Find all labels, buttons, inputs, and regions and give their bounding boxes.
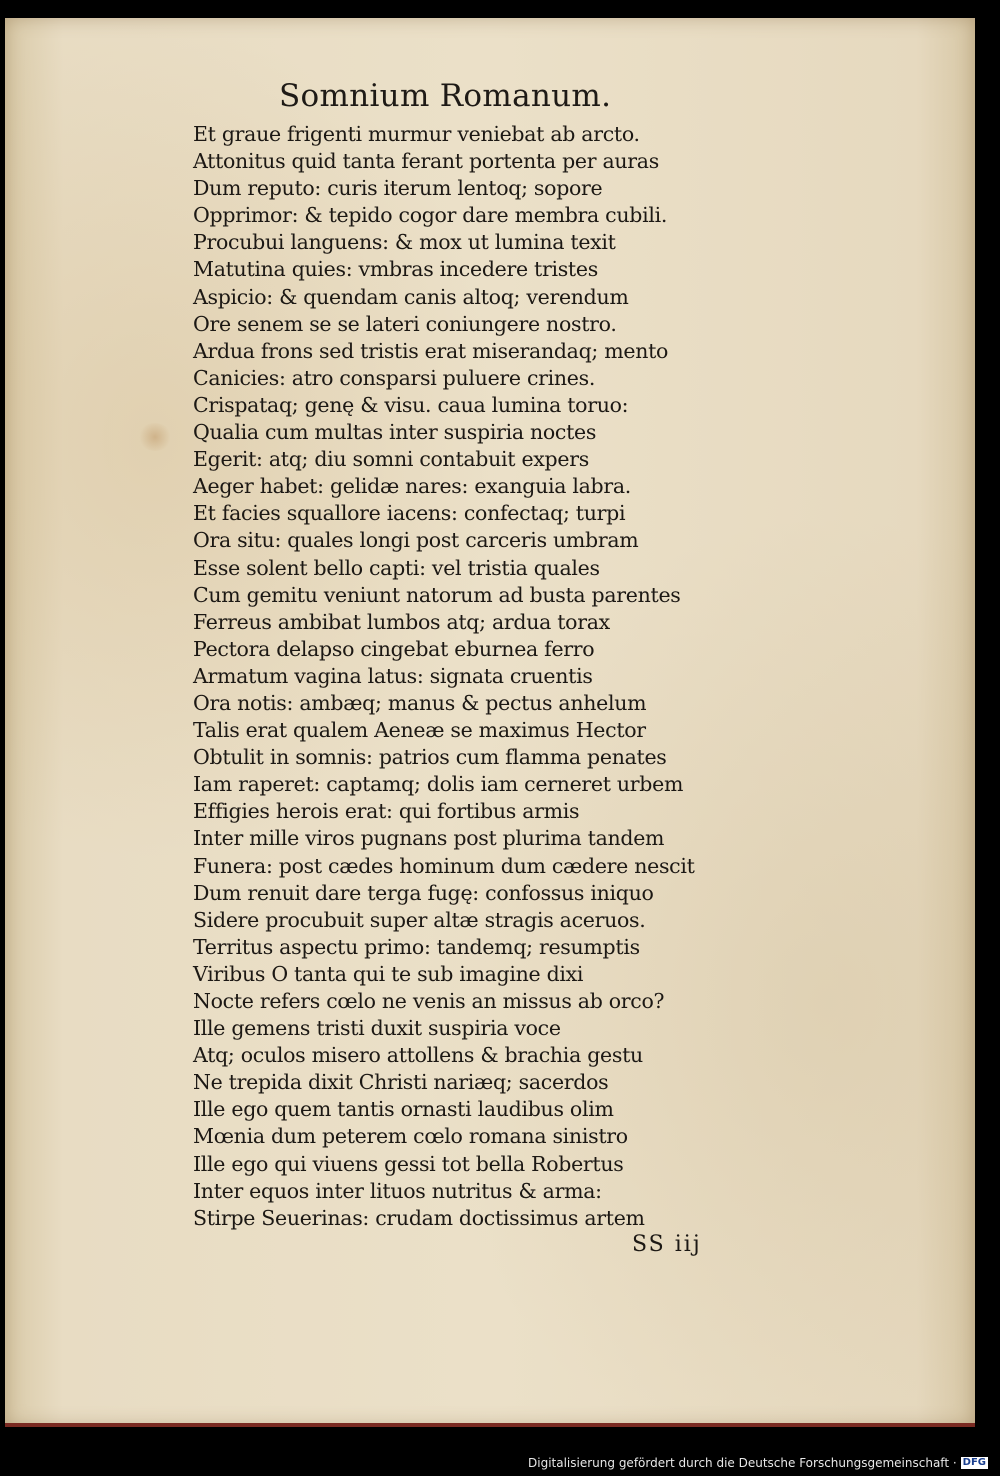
verse-line: Attonitus quid tanta ferant portenta per auras: [193, 149, 659, 174]
verse-line: Aspicio: & quendam canis altoq; verendum: [193, 284, 629, 309]
verse-line: Aeger habet: gelidæ nares: exanguia labra.: [193, 474, 632, 499]
signature-mark: SS iij: [632, 1232, 702, 1257]
verse-line: Mœnia dum peterem cœlo romana sinistro: [193, 1124, 628, 1149]
verse-line: Ne trepida dixit Christi nariæq; sacerdos: [193, 1070, 609, 1095]
verse-line: Ille gemens tristi duxit suspiria voce: [193, 1016, 561, 1041]
verse-line: Talis erat qualem Aeneæ se maximus Hector: [193, 718, 646, 743]
verse-line: Cum gemitu veniunt natorum ad busta parentes: [193, 582, 681, 607]
book-page: [5, 18, 975, 1426]
dfg-logo-icon: DFG: [962, 1457, 986, 1468]
verse-line: Inter equos inter lituos nutritus & arma:: [193, 1178, 602, 1203]
verse-line: Viribus O tanta qui te sub imagine dixi: [193, 961, 584, 986]
verse-line: Ora notis: ambæq; manus & pectus anhelum: [193, 690, 647, 715]
verse-line: Esse solent bello capti: vel tristia quales: [193, 555, 600, 580]
verse-block: [193, 121, 753, 1232]
verse-line: Sidere procubuit super altæ stragis aceruos.: [193, 907, 646, 932]
footer-credit-text: Digitalisierung gefördert durch die Deutsche Forschungsgemeinschaft ·: [528, 1456, 957, 1470]
verse-line: Procubui languens: & mox ut lumina texit: [193, 230, 616, 255]
verse-line: Dum renuit dare terga fugę: confossus iniquo: [193, 880, 654, 905]
verse-line: Dum reputo: curis iterum lentoq; sopore: [193, 176, 603, 201]
verse-line: Iam raperet: captamq; dolis iam cerneret urbem: [193, 772, 684, 797]
red-page-edge: [5, 1423, 975, 1427]
verse-line: Qualia cum multas inter suspiria noctes: [193, 420, 597, 445]
verse-line: Et graue frigenti murmur veniebat ab arcto.: [193, 122, 640, 146]
verse-line: Atq; oculos misero attollens & brachia gestu: [193, 1043, 643, 1068]
paper-stain: [138, 423, 172, 451]
verse-line: Opprimor: & tepido cogor dare membra cubili.: [193, 203, 668, 228]
verse-line: Ore senem se se lateri coniungere nostro.: [193, 311, 617, 336]
page-title: Somnium Romanum.: [279, 78, 612, 114]
verse-line: Egerit: atq; diu somni contabuit expers: [193, 447, 589, 472]
verse-line: Et facies squallore iacens: confectaq; turpi: [193, 501, 626, 526]
verse-line: Ille ego quem tantis ornasti laudibus olim: [193, 1097, 614, 1122]
verse-line: Canicies: atro consparsi puluere crines.: [193, 365, 596, 390]
verse-line: Ferreus ambibat lumbos atq; ardua torax: [193, 609, 610, 634]
verse-line: Stirpe Seuerinas: crudam doctissimus artem: [193, 1205, 645, 1230]
footer-credit: [528, 1456, 988, 1470]
verse-line: Armatum vagina latus: signata cruentis: [193, 663, 593, 688]
verse-line: Ardua frons sed tristis erat miserandaq; mento: [193, 338, 669, 363]
verse-line: Inter mille viros pugnans post plurima tandem: [193, 826, 665, 851]
verse-line: Pectora delapso cingebat eburnea ferro: [193, 636, 595, 661]
verse-line: Obtulit in somnis: patrios cum flamma penates: [193, 745, 667, 770]
verse-line: Crispataq; genę & visu. caua lumina toruo:: [193, 392, 629, 417]
verse-line: Matutina quies: vmbras incedere tristes: [193, 257, 598, 282]
verse-line: Effigies herois erat: qui fortibus armis: [193, 799, 580, 824]
verse-line: Territus aspectu primo: tandemq; resumptis: [193, 934, 640, 959]
verse-line: Ora situ: quales longi post carceris umbram: [193, 528, 639, 553]
verse-line: Nocte refers cœlo ne venis an missus ab orco?: [193, 989, 665, 1013]
verse-line: Funera: post cædes hominum dum cædere nescit: [193, 853, 695, 878]
verse-line: Ille ego qui viuens gessi tot bella Robertus: [193, 1151, 624, 1176]
